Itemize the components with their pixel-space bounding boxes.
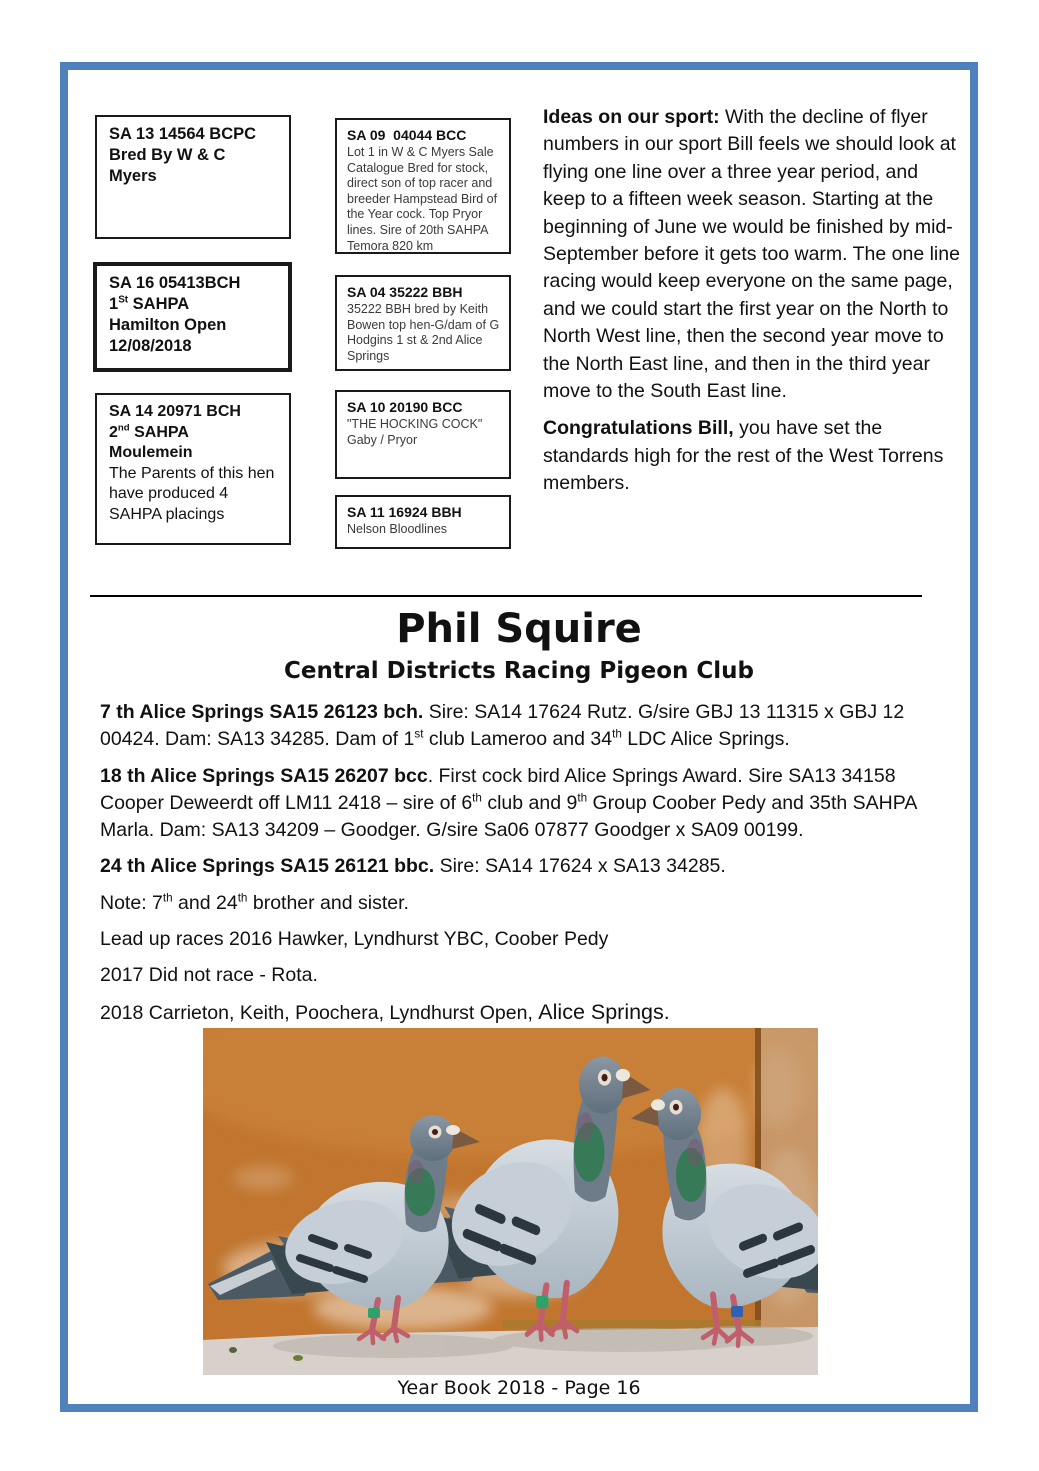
result-paragraph-24th: 24 th Alice Springs SA15 26121 bbc. Sire: SA14 17624 x SA13 34285. (100, 855, 726, 878)
pedigree-box-body (337, 416, 509, 450)
result-paragraph-7th: 7 th Alice Springs SA15 26123 bch. Sire: SA14 17624 Rutz. G/sire GBJ 13 11315 x GBJ 12 00424. Dam: SA13 34285. Dam of 1st club Lameroo and 34th LDC Alice Springs. (100, 701, 905, 751)
box-line: Moulemein (109, 444, 193, 461)
box-line: 1St SAHPA (109, 294, 190, 313)
box-line: 12/08/2018 (109, 337, 192, 355)
club-subtitle: Central Districts Racing Pigeon Club (284, 658, 754, 684)
pedigree-box-title: SA 10 20190 BCC (347, 399, 463, 415)
races-2017-paragraph: 2017 Did not race - Rota. (100, 964, 318, 987)
pedigree-box-title: SA 11 16924 BBH (347, 504, 462, 520)
section-divider (90, 595, 922, 597)
box-line: Bred By W & C (109, 146, 226, 164)
box-line: 2nd SAHPA (109, 422, 189, 441)
box-line: Lot 1 in W & C Myers Sale Catalogue Bred for stock, direct son of top racer and breeder Hampstead Bird of the Year cock. Top Pryor lines. Sire of 20th SAHPA Temora 820 km (347, 145, 498, 253)
box-line: Nelson Bloodlines (347, 522, 448, 536)
pedigree-box-sa13-14564 (95, 115, 291, 239)
pedigree-box-body (337, 521, 509, 540)
box-line: SA 16 05413BCH (109, 274, 241, 292)
box-line: Myers (109, 167, 157, 185)
box-line: "THE HOCKING COCK" (347, 417, 483, 431)
pigeons-photo (203, 1028, 818, 1375)
pigeons-photo-art (203, 1028, 818, 1375)
pedigree-box-lines (97, 395, 289, 529)
page-title: Phil Squire (396, 606, 642, 652)
result-paragraph-18th: 18 th Alice Springs SA15 26207 bcc. First cock bird Alice Springs Award. Sire SA13 34158 Cooper Deweerdt off LM11 2418 – sire of 6th club and 9th Group Coober Pedy and 35th SAHPA Marla. Dam: SA13 34209 – Goodger. G/sire Sa06 07877 Goodger x SA09 00199. (100, 764, 917, 842)
ideas-paragraph: Ideas on our sport: With the decline of flyer numbers in our sport Bill feels we should look at flying one line over a three year period, and keep to a fifteen week season. Starting at the beginning of June we would be finished by mid-September before it gets too warm. The one line racing would keep everyone on the same page, and we could start the first year on the North to North West line, then the second year move to the North East line, and then in the third year move to the South East line. (543, 106, 960, 403)
ideas-column (543, 104, 963, 508)
page-footer: Year Book 2018 - Page 16 (397, 1377, 641, 1399)
pedigree-box-sa14-20971 (95, 393, 291, 545)
box-line: SAHPA placings (109, 505, 225, 523)
box-line: The Parents of this hen (109, 464, 275, 482)
pedigree-box-title: SA 04 35222 BBH (347, 284, 463, 300)
pedigree-box-sa11-16924 (335, 495, 511, 549)
pedigree-box-sa16-05413 (93, 262, 292, 372)
pedigree-box-sa04-35222 (335, 275, 511, 371)
box-line: have produced 4 (109, 485, 229, 502)
box-line: SA 14 20971 BCH (109, 403, 241, 420)
pedigree-box-body (337, 301, 509, 366)
box-line: 35222 BBH bred by Keith Bowen top hen-G/dam of G Hodgins 1 st & 2nd Alice Springs (347, 302, 500, 363)
pedigree-box-sa10-20190 (335, 390, 511, 479)
pedigree-box-body (337, 144, 509, 256)
results-section (100, 699, 945, 1036)
box-line: SA 13 14564 BCPC (109, 125, 257, 143)
box-line: Hamilton Open (109, 316, 227, 334)
note-paragraph: Note: 7th and 24th brother and sister. (100, 891, 409, 914)
pedigree-box-lines (97, 266, 288, 361)
races-2018-paragraph: 2018 Carrieton, Keith, Poochera, Lyndhurst Open, Alice Springs. (100, 999, 670, 1024)
lead-up-races-paragraph: Lead up races 2016 Hawker, Lyndhurst YBC, Coober Pedy (100, 928, 609, 951)
pedigree-box-lines (97, 117, 289, 191)
pedigree-box-sa09-04044 (335, 118, 511, 254)
pedigree-box-title: SA 09 04044 BCC (347, 127, 467, 143)
congratulations-paragraph: Congratulations Bill, you have set the standards high for the rest of the West Torrens members. (543, 417, 944, 495)
box-line: Gaby / Pryor (347, 432, 418, 447)
blue-leg-band (731, 1306, 743, 1317)
